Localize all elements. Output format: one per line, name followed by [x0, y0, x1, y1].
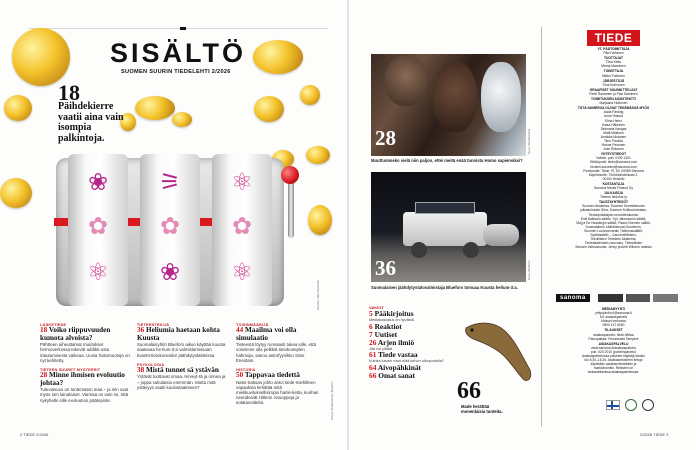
- masthead-line: 00100 Helsinki: [602, 176, 625, 181]
- photo-caption: Suomalaisen jäähdytystalovalmistaja Bluefors tomuaa Kuusta helium-3:a.: [371, 285, 518, 290]
- masthead-heading: TOIMITUKSEN ASSISTENTTI: [591, 97, 636, 102]
- regular-item[interactable]: [369, 339, 459, 347]
- regular-title: Arjen ilmiö: [377, 337, 415, 347]
- moon-rover-photo: [371, 172, 526, 282]
- page-fold: [347, 0, 349, 450]
- section-label: TOISINMÄÄRIJÄ: [236, 323, 269, 327]
- masthead-line: asiakaspalvelu: tiede.fi/tilaa: [593, 332, 634, 337]
- masthead-line: Elina Heino: [605, 118, 622, 123]
- brain-icon: ✿: [231, 213, 253, 240]
- masthead-heading: TUOTTAJAT: [603, 56, 624, 61]
- article-summary: Tulevaisuus on tuntematon maa – ja niin ovat myös sen lainalaiset. Varmaa on vain se, että nykyhetki sille evoluution päätepiste.: [40, 387, 129, 403]
- masthead-block: [551, 79, 676, 87]
- cannabis-leaf-icon: ❀: [159, 259, 181, 286]
- partner-logo: [626, 294, 651, 302]
- masthead-block: [551, 69, 676, 77]
- masthead-line: Emil Aaltosen säätiö, Yrjö Jahnssonin säätiö,: [580, 216, 647, 221]
- article-summary: Pähtteen aiheuttamat muutokset hermoverkossa tekevät addikti-osta irtautumisesta vaikeaa. Uusia hoitomuotoja on nyt kehitetty.: [40, 342, 130, 363]
- masthead-block: [551, 200, 676, 249]
- masthead-line: Mikko Puttonen: [602, 73, 625, 78]
- coin-illustration: [172, 112, 192, 127]
- page-subtitle: SUOMEN SUURIN TIEDELEHTI 2/2026: [121, 69, 231, 75]
- masthead-line: tarkasteltavissa asiakaspalvelussa.: [587, 370, 640, 375]
- masthead-line: Tiedonjulkaisijain neuvottelukunta,: [588, 212, 639, 217]
- masthead-line: Päivi Virtanen: [603, 51, 624, 56]
- masthead-heading: ASIAKASPALVELU: [598, 341, 629, 346]
- masthead-line: Marjaana Huttunen: [599, 101, 628, 106]
- masthead-block: [551, 56, 676, 68]
- masthead-line: etunimi.sukunimi@sanoma.com: [590, 164, 637, 169]
- photo-caption: Muuttummeko vielä niin paljon, ettei meitä enää tunnista Homo sapiensiksi?: [371, 158, 523, 163]
- article-column: [137, 323, 227, 390]
- feature-number: 18: [58, 80, 80, 105]
- coin-illustration: [306, 146, 330, 164]
- article-headline[interactable]: [137, 327, 227, 342]
- android-head: [481, 62, 521, 132]
- top-rule-left: [28, 28, 328, 29]
- slot-lever: [288, 178, 294, 238]
- payline-marker: [128, 218, 140, 226]
- masthead-line: puh. 020 2010 (puhelinpalvelu): [590, 349, 637, 354]
- masthead-block: [551, 106, 676, 151]
- fish-caption: Made herättää monenlaisia tunteita.: [461, 404, 503, 414]
- masthead-heading: VT. PÄÄTOIMITTAJA: [597, 47, 630, 51]
- masthead-line: Käyntiosoite: Töölönlahdenkatu 2,: [588, 172, 639, 177]
- regular-title: Pääkirjoitus: [374, 309, 414, 318]
- coin-illustration: [12, 28, 70, 86]
- fish-body: [466, 323, 531, 380]
- photo-credit: Kuva: Bluefors: [527, 260, 531, 280]
- masthead-heading: TÄTÄ NUMEROA OLIVAT TEKEMÄSSÄ MYÖS: [577, 106, 650, 111]
- regular-note: Mediakasvatus on hyvästä.: [369, 318, 415, 322]
- masthead-block: [551, 307, 676, 327]
- masthead-line: Painopaikka: Punamusta Tampere: [588, 336, 639, 341]
- rover-wheel: [411, 242, 427, 258]
- masthead-line: julkaisuhanke Sitra, Suomen Kulttuurirahasto,: [580, 208, 647, 213]
- section-label: LÄÄKETIEDE: [40, 323, 67, 327]
- bottle-icon: ⚞: [159, 169, 181, 196]
- masthead-line: Sähköposti: tiede@sanoma.com: [589, 160, 638, 165]
- fish-number: 66: [457, 378, 481, 404]
- masthead-line: Minna Manninen: [601, 64, 626, 69]
- partner-logo: [653, 294, 678, 302]
- masthead-line: Suomen Luonnonvarain Tutkimussäätiö,: [584, 228, 643, 233]
- article-column: [236, 323, 324, 406]
- section-label: TIETEEN SUURET MYSTEERIT: [40, 368, 101, 372]
- page-title: SISÄLTÖ: [110, 38, 247, 68]
- rover-tank: [483, 224, 519, 246]
- regular-note: Jää voi ylittää.: [369, 346, 394, 351]
- coin-illustration: [135, 96, 175, 120]
- article-summary: Suomalaisyhtiö Bluefors aikoo käyttää kuusta saatavaa he-lium-3:a valmistamissaan kvantti-tietokoneiden jäähdytyslaitteissa.: [137, 342, 226, 358]
- masthead-line: Hanna Pesonen: [601, 143, 626, 148]
- brain-icon: ✿: [87, 213, 109, 240]
- masthead-block: [551, 47, 676, 55]
- fish-eye: [470, 328, 473, 331]
- coin-illustration: [308, 205, 332, 235]
- masthead-line: markkinointiin. Rekisteri on: [593, 366, 634, 371]
- regular-item[interactable]: [369, 372, 459, 380]
- section-label: PSYKOLOGIA: [137, 362, 165, 367]
- page-number: 36: [137, 326, 145, 334]
- masthead-line: Vaihde: puh. 0190 1301: [596, 156, 631, 161]
- image-credit: Kuvitus: Riku Sjöström: [316, 279, 320, 310]
- rover-body: [403, 212, 487, 246]
- page-number: 66: [369, 370, 377, 380]
- headline-text: Minne ihmisen evoluutio johtaa?: [40, 371, 125, 387]
- article-column: [40, 323, 130, 403]
- partner-logo: [598, 294, 623, 302]
- sanoma-logo: sanoma: [556, 294, 590, 302]
- masthead-line: Teknillisten Tieteiden Akatemia,: [590, 237, 637, 242]
- masthead-line: Aada Färding: [603, 110, 624, 115]
- article-summary: Natsi-Saksan johto antoi tiede-miehilleen vapauksia kehittää mitä mielikuvituksellisimpia hanki-ketta, kunhan neorideivät Hitlerin rotuoppeja ja sotatavoitteita.: [236, 379, 319, 406]
- syringe-icon: ⚛: [231, 259, 253, 286]
- evolution-photo: [371, 54, 526, 156]
- tiede-logo: TIEDE: [587, 30, 641, 46]
- section-label: TIETEENTEKIJÄ: [137, 323, 170, 327]
- rover-wheel: [463, 242, 479, 258]
- masthead-line: Tiina Kettu: [605, 60, 622, 65]
- masthead-line: Annikka Mutanen: [600, 134, 627, 139]
- slot-machine-illustration: [40, 148, 302, 310]
- page-number: 26: [369, 337, 377, 347]
- swan-ecolabel-icon: [625, 399, 637, 411]
- article-headline[interactable]: [40, 372, 130, 387]
- masthead-line: Kaisa Häkkinen: [602, 122, 625, 127]
- masthead-heading: JULKAISIJA: [603, 191, 624, 196]
- article-headline[interactable]: [236, 327, 324, 342]
- masthead-line: Tiina Korhonen: [602, 82, 625, 87]
- article-summary: Ystävät tuottavat omaa, terveyt-tä ja onnea ja – joppa sukulaisia enemmän. Mutta mitä ystävyys vaatii kuulostaakseen?: [137, 374, 226, 390]
- headline-text: Mistä tunnet sä ystävän: [145, 365, 219, 374]
- masthead-line: Jose Riikonen: [603, 147, 624, 152]
- ape-head: [385, 56, 427, 106]
- photo-credit: Kuva: Shutterstock: [527, 128, 531, 154]
- feature-teaser: Päihdekierre vaatii aina vain isompia palkintoja.: [58, 101, 124, 144]
- regular-item[interactable]: [369, 351, 459, 359]
- regular-item[interactable]: [369, 310, 459, 318]
- masthead-line: Asiakaspalvelussa palvelee käyttäjä arkisin: [581, 354, 646, 359]
- article-headline[interactable]: [137, 367, 227, 375]
- headline-text: Voiko riippuvuuden kumota alvoista?: [40, 326, 111, 342]
- masthead-line: Sanoma Media Finland Oy: [593, 186, 634, 190]
- coin-illustration: [254, 96, 284, 122]
- masthead: [551, 30, 676, 249]
- regular-title: Tiede vastaa: [378, 350, 418, 360]
- pefc-label-icon: [642, 399, 654, 411]
- section-label: HISTORIA: [236, 368, 256, 372]
- page-number: 64: [369, 362, 377, 372]
- page-number: 6: [369, 321, 373, 331]
- page-number: 28: [40, 371, 48, 379]
- pill-bottle-icon: ⚛: [87, 259, 109, 286]
- masthead-line: Sinimaria Kangas: [600, 126, 627, 131]
- finnish-flag-icon: [606, 400, 620, 410]
- page-number: 50: [236, 371, 244, 379]
- payline-marker: [54, 218, 68, 226]
- article-summary: Tieteestä löytyy runsaasti tukea sille, että voisimme olla pelkkiä tietokoneplen hahmoja, sanoo astrofyysikko Sissi Enestam.: [236, 342, 316, 363]
- masthead-line: Suomalainen Lääkäriseura Duodecim,: [585, 224, 642, 229]
- slot-lever-knob: [281, 166, 299, 184]
- folio-right: 2/2026 TIEDE 3: [640, 432, 669, 437]
- masthead-heading: YHTEYSTIEDOT: [600, 152, 627, 157]
- masthead-line: yritysjohdin.fi@sanoma.fi: [595, 311, 632, 316]
- article-headline[interactable]: [236, 372, 324, 380]
- masthead-line: käytetään asiakasviestintään ja: [590, 362, 637, 367]
- headline-text: Heliumia haetaan kohta Kuusta: [137, 326, 220, 342]
- masthead-heading: TILAUKSET: [604, 328, 623, 333]
- payline-marker: [200, 218, 212, 226]
- masthead-line: Kit. asiakaspalvelu: [599, 315, 628, 320]
- photo-number: 28: [375, 126, 396, 150]
- headline-text: Maailma voi olla simulaatio: [236, 326, 297, 342]
- masthead-heading: MEDIAMYYNTI: [601, 307, 626, 311]
- masthead-line: Pertti Rantanen ja Pasi Salminen: [589, 91, 638, 96]
- title-bar-mark: [180, 27, 186, 30]
- masthead-block: [551, 152, 676, 181]
- masthead-line: Timo Paukku: [603, 138, 624, 143]
- coin-illustration: [0, 178, 32, 208]
- masthead-heading: TOIMITTAJA: [603, 69, 624, 74]
- masthead-block: [551, 342, 676, 375]
- masthead-line: Maj ja Tor Nesslingin säätiö, Paavo Nurmen säätiö,: [576, 220, 651, 225]
- regular-title: Reaktiot: [374, 321, 402, 331]
- masthead-line: Seurain Valtuuskunta, Jenny ja Antti Wihurin rahasto: [575, 245, 652, 250]
- photo-number: 36: [375, 256, 396, 280]
- wine-glass-icon: ⚛: [231, 169, 253, 196]
- coin-illustration: [4, 95, 32, 121]
- page-number: 7: [369, 329, 373, 339]
- masthead-heading: GRAAFISET SUUNNITTELIJAT: [589, 87, 638, 92]
- regular-note: Kuinka kauan virus elää kehon ulkopuolella?: [369, 359, 444, 364]
- coin-illustration: [253, 40, 303, 74]
- brain-icon: ✿: [159, 213, 181, 240]
- masthead-line: Maksut verkossa: [601, 319, 626, 324]
- headline-text: Tappavaa tiedettä: [244, 371, 300, 379]
- slot-reel: [140, 154, 200, 306]
- page-number: 5: [369, 309, 373, 318]
- coin-illustration: [300, 85, 320, 105]
- column-credit: Kuvat: Shutterstock, Bluefors: [330, 381, 334, 420]
- slot-reel: [212, 154, 272, 306]
- regular-title: Omat sanat: [378, 370, 415, 380]
- regular-title: Aivopähkinät: [377, 362, 421, 372]
- masthead-line: Matti Mäkinen: [603, 130, 624, 135]
- regulars-header: VAKIOT: [369, 305, 384, 310]
- regular-title: Uutiset: [374, 329, 398, 339]
- masthead-block: [551, 182, 676, 190]
- masthead-block: [551, 191, 676, 199]
- partner-logos: [598, 294, 678, 302]
- masthead-line: Suomen Akatemia, Suomen Kemistiseuran: [582, 204, 645, 209]
- article-headline[interactable]: [40, 327, 130, 342]
- masthead-divider: [541, 27, 542, 427]
- regulars-list: [369, 305, 459, 380]
- masthead-heading: KUSTANTAJA: [602, 181, 625, 186]
- masthead-block: [551, 97, 676, 105]
- certification-logos: [606, 398, 666, 412]
- masthead-block: [551, 328, 676, 340]
- human-head: [433, 62, 477, 132]
- masthead-line: Postiosoite: Tiede, PL 60, 00089 Sanoma: [583, 168, 644, 173]
- page-number: 38: [137, 365, 145, 374]
- page-number: 61: [369, 350, 377, 360]
- masthead-line: Sydänsäätiö – Cancerstiftelsen,: [590, 233, 637, 238]
- slot-reel: [68, 154, 128, 306]
- masthead-line: 0800 147 6060: [602, 323, 625, 328]
- cannabis-leaf-icon: ❀: [87, 169, 109, 196]
- masthead-heading: JÄRJESTÄJÄ: [602, 78, 625, 83]
- masthead-block: [551, 88, 676, 96]
- page-number: 18: [40, 326, 48, 334]
- folio-left: 2 TIEDE 2/2026: [20, 432, 49, 437]
- masthead-line: Anne Hakola: [604, 114, 623, 119]
- masthead-bottom: [551, 306, 676, 375]
- masthead-line: Tiedeakatemiain neuvosto, Tieteellisten: [584, 241, 643, 246]
- masthead-line: www.sanoma.fi/asiakaspalvelu: [591, 345, 636, 350]
- masthead-line: Tieteen tiedotus ry: [600, 195, 627, 200]
- rover-panel: [415, 202, 475, 214]
- masthead-heading: TAUSTAYHTEISÖT: [598, 200, 629, 205]
- masthead-line: klo 8.30–16.30. Asiakasrekisterin tietoja: [584, 358, 643, 363]
- page-number: 44: [236, 326, 244, 334]
